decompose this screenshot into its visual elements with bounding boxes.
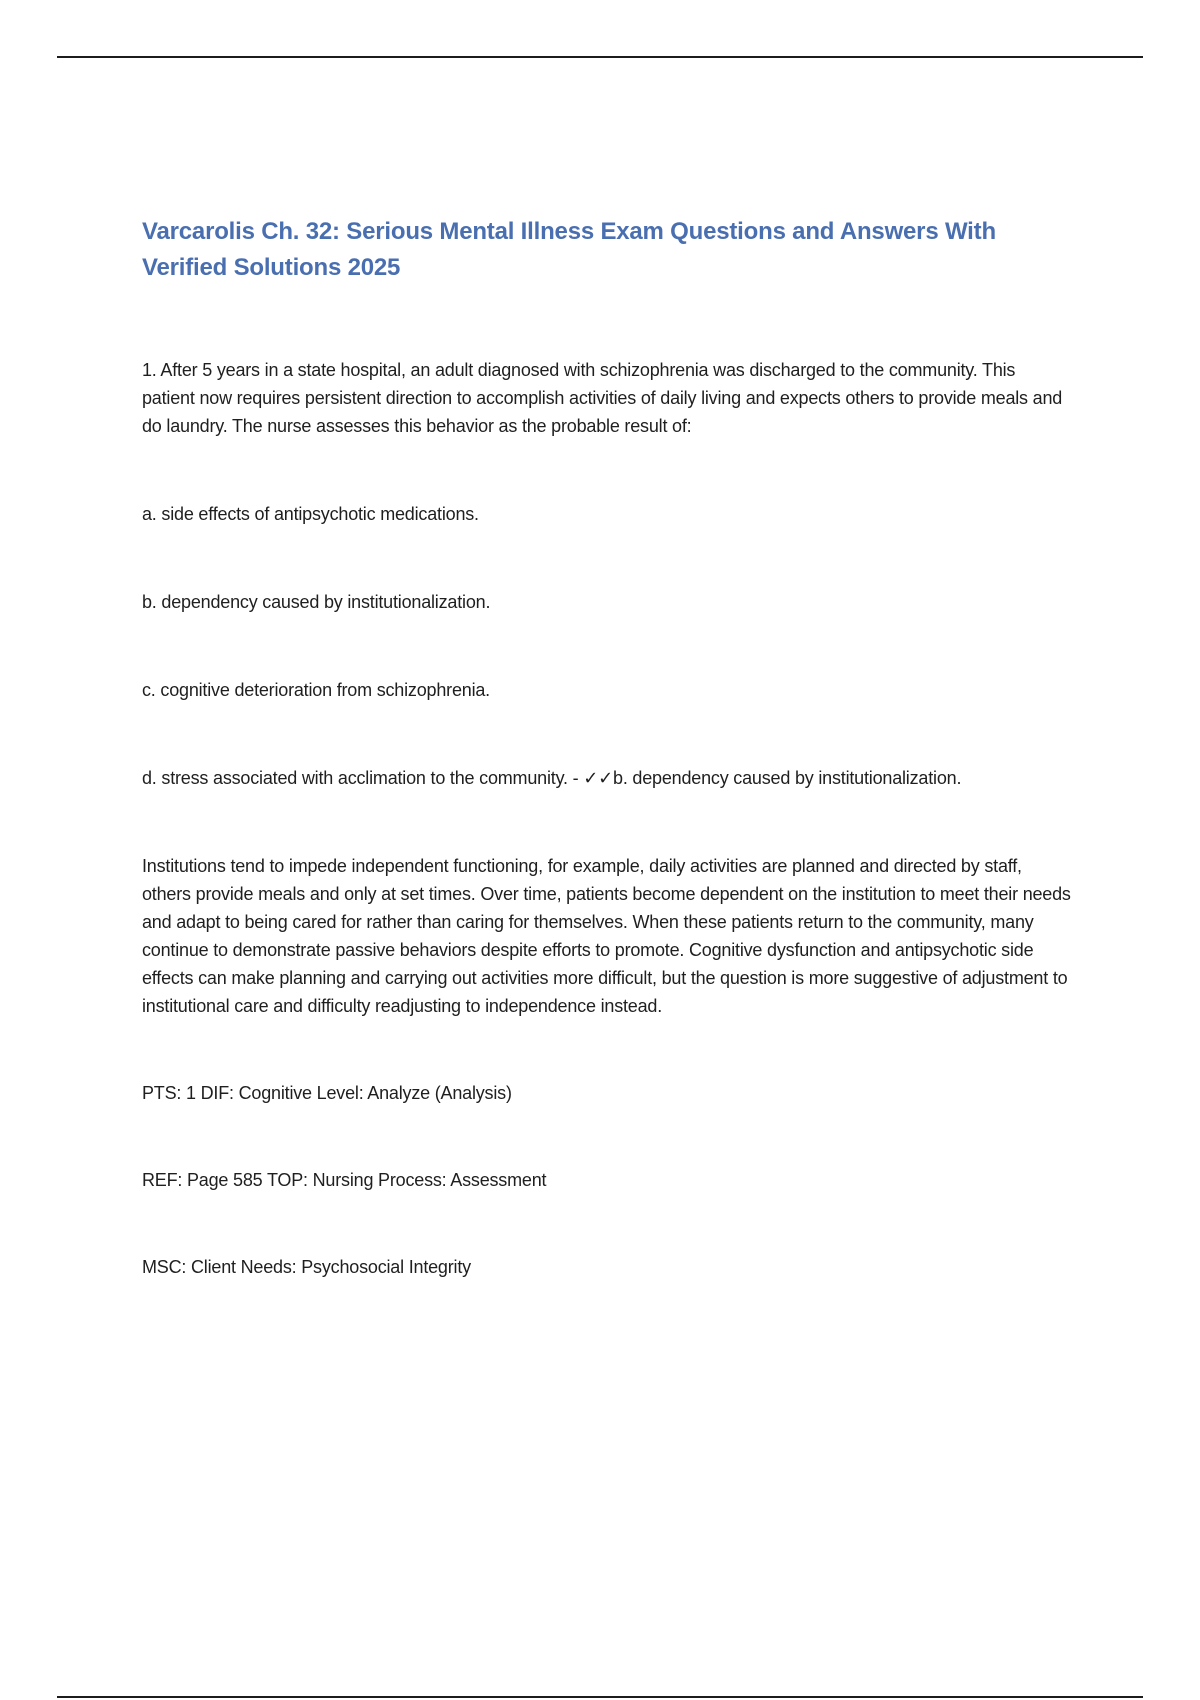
- bottom-divider: [57, 1696, 1143, 1698]
- document-title: Varcarolis Ch. 32: Serious Mental Illness Exam Questions and Answers With Verified Solutions 2025: [142, 218, 996, 281]
- option-c: c. cognitive deterioration from schizophrenia.: [142, 680, 490, 700]
- msc-line: MSC: Client Needs: Psychosocial Integrity: [142, 1257, 471, 1277]
- top-divider: [57, 56, 1143, 58]
- rationale-text: Institutions tend to impede independent functioning, for example, daily activities are planned and directed by staff, others provide meals and only at set times. Over time, patients become dependent on the institution to meet their needs and adapt to being cared for rather than caring for themselves. When these patients return to the community, many continue to demonstrate passive behaviors despite efforts to promote. Cognitive dysfunction and antipsychotic side effects can make planning and carrying out activities more difficult, but the question is more suggestive of adjustment to institutional care and difficulty readjusting to independence instead.: [142, 856, 1071, 1016]
- option-a: a. side effects of antipsychotic medications.: [142, 504, 479, 524]
- document-body: [142, 214, 1072, 1281]
- question-text: 1. After 5 years in a state hospital, an adult diagnosed with schizophrenia was discharged to the community. This patient now requires persistent direction to accomplish activities of daily living and expects others to provide meals and do laundry. The nurse assesses this behavior as the probable result of:: [142, 360, 1063, 436]
- option-d-with-answer: d. stress associated with acclimation to the community. - ✓✓b. dependency caused by institutionalization.: [142, 768, 962, 788]
- option-b: b. dependency caused by institutionalization.: [142, 592, 491, 612]
- ref-line: REF: Page 585 TOP: Nursing Process: Assessment: [142, 1170, 547, 1190]
- pts-line: PTS: 1 DIF: Cognitive Level: Analyze (Analysis): [142, 1083, 512, 1103]
